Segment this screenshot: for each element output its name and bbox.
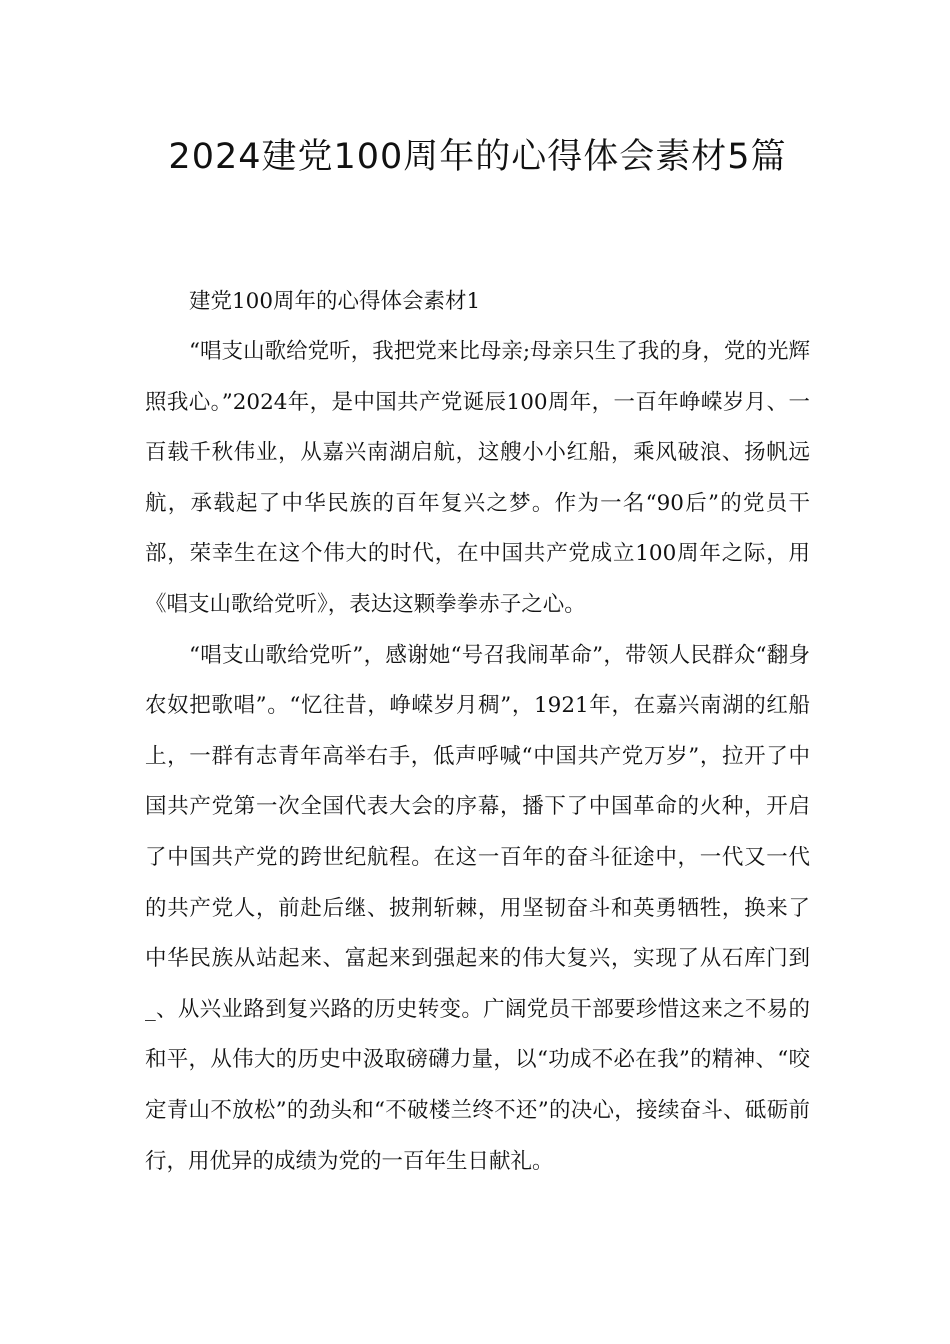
document-title: 2024建党100周年的心得体会素材5篇	[168, 137, 787, 177]
body-paragraph-2: “唱支山歌给党听”，感谢她“号召我闹革命”，带领人民群众“翻身农奴把歌唱”。“忆往昔，峥嵘岁月稠”，1921年，在嘉兴南湖的红船上，一群有志青年高举右手，低声呼喊“中国共产党万岁”，拉开了中国共产党第一次全国代表大会的序幕，播下了中国革命的火种，开启了中国共产党的跨世纪航程。在这一百年的奋斗征途中，一代又一代的共产党人，前赴后继、披荆斩棘，用坚韧奋斗和英勇牺牲，换来了中华民族从站起来、富起来到强起来的伟大复兴，实现了从石库门到_、从兴业路到复兴路的历史转变。广阔党员干部要珍惜这来之不易的和平，从伟大的历史中汲取磅礴力量，以“功成不必在我”的精神、“咬定青山不放松”的劲头和“不破楼兰终不还”的决心，接续奋斗、砥砺前行，用优异的成绩为党的一百年生日献礼。	[145, 642, 810, 1174]
section-heading: 建党100周年的心得体会素材1	[189, 289, 481, 314]
body-paragraph-1: “唱支山歌给党听，我把党来比母亲;母亲只生了我的身，党的光辉照我心。”2024年，是中国共产党诞辰100周年，一百年峥嵘岁月、一百载千秋伟业，从嘉兴南湖启航，这艘小小红船，乘风破浪、扬帆远航，承载起了中华民族的百年复兴之梦。作为一名“90后”的党员干部，荣幸生在这个伟大的时代，在中国共产党成立100周年之际，用《唱支山歌给党听》，表达这颗拳拳赤子之心。	[145, 339, 810, 617]
